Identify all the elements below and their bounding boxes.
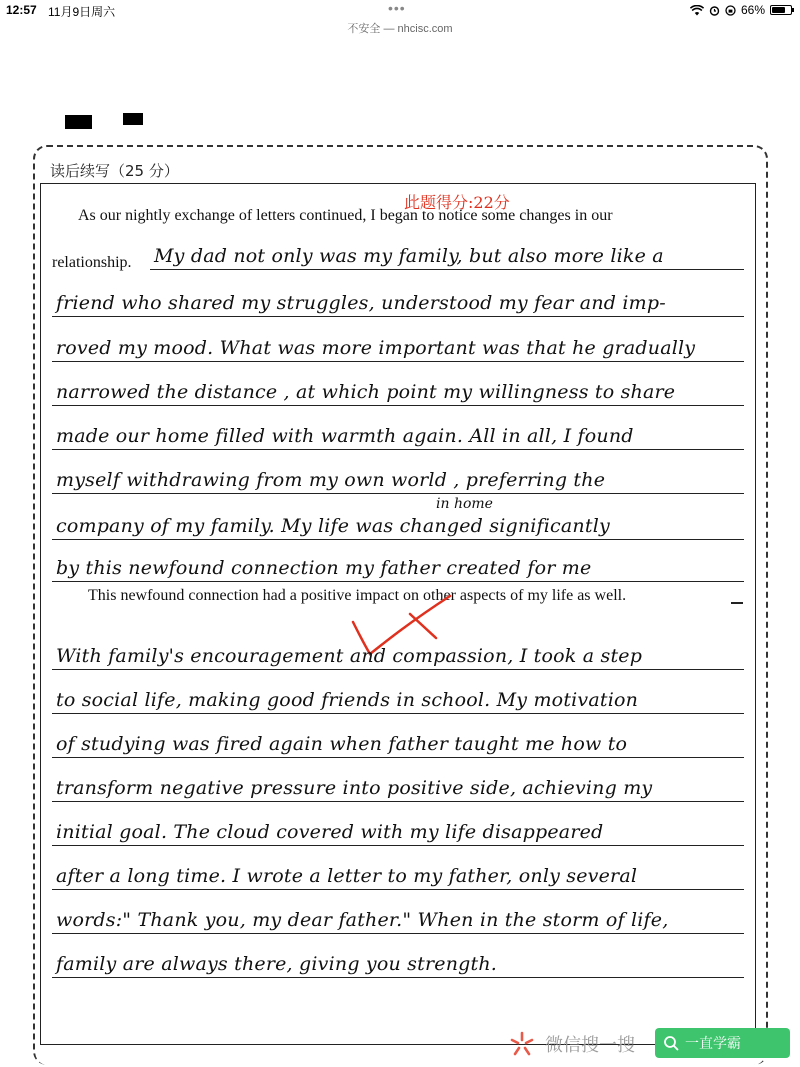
score-label: 此题得分:22分 (404, 193, 510, 212)
status-date: 11月9日周六 (48, 5, 116, 19)
search-pill-text: 一直学霸 (685, 1036, 741, 1052)
writing-line (150, 236, 744, 270)
status-time: 12:57 (6, 3, 37, 17)
handwriting-text: myself withdrawing from my own world , preferring the (56, 469, 606, 491)
handwriting-text: transform negative pressure into positive side, achieving my (56, 777, 653, 799)
writing-line (52, 680, 744, 714)
status-right (690, 3, 792, 17)
writing-line (52, 548, 744, 582)
redaction-block-1 (65, 115, 92, 129)
handwriting-text: by this newfound connection my father created for me (56, 557, 592, 579)
writing-line (52, 856, 744, 890)
insert-note: in home (436, 496, 493, 512)
handwriting-text: initial goal. The cloud covered with my life disappeared (56, 821, 604, 843)
handwriting-text: words:" Thank you, my dear father." When in the storm of life, (56, 909, 669, 931)
handwriting-text: roved my mood. What was more important was that he gradually (56, 337, 696, 359)
prompt-1-start: relationship. (52, 254, 132, 271)
wifi-icon (690, 5, 704, 16)
handwriting-text: of studying was fired again when father taught me how to (56, 733, 628, 755)
search-icon (663, 1035, 679, 1051)
writing-line (52, 416, 744, 450)
handwriting-text: narrowed the distance , at which point my willingness to share (56, 381, 676, 403)
writing-line (52, 812, 744, 846)
handwriting-text: to social life, making good friends in school. My motivation (56, 689, 639, 711)
wechat-search-label: 微信搜一搜 (545, 1035, 635, 1056)
url-bar[interactable]: 不安全 — nhcisc.com (347, 23, 453, 35)
prompt-2: This newfound connection had a positive impact on other aspects of my life as well. (88, 587, 627, 604)
writing-line (52, 724, 744, 758)
handwriting-text: family are always there, giving you strength. (56, 953, 497, 975)
wechat-search-watermark[interactable] (505, 1023, 795, 1063)
search-pill-button[interactable] (655, 1028, 790, 1058)
alarm-icon (709, 5, 720, 16)
redaction-block-2 (123, 113, 143, 125)
handwriting-text: after a long time. I wrote a letter to my father, only several (56, 865, 638, 887)
handwriting-text: My dad not only was my family, but also more like a (154, 245, 664, 267)
more-dots-icon[interactable]: ••• (388, 0, 406, 16)
writing-line (52, 506, 744, 540)
writing-line (52, 328, 744, 362)
handwriting-text: company of my family. My life was changed significantly (56, 515, 610, 537)
trailing-dash (731, 602, 743, 604)
writing-line (52, 900, 744, 934)
writing-line (52, 283, 744, 317)
handwriting-text: made our home filled with warmth again. All in all, I found (56, 425, 634, 447)
writing-line (52, 460, 744, 494)
handwriting-text: friend who shared my struggles, understood my fear and imp- (56, 292, 666, 314)
battery-icon (770, 5, 792, 15)
wechat-search-logo-icon (509, 1031, 535, 1057)
writing-line (52, 944, 744, 978)
writing-line (52, 636, 744, 670)
battery-percent: 66% (740, 3, 765, 17)
writing-line (52, 768, 744, 802)
writing-line (52, 372, 744, 406)
handwriting-text: With family's encouragement and compassion, I took a step (56, 645, 643, 667)
rotation-lock-icon (725, 5, 736, 16)
section-title: 读后续写（25 分） (50, 162, 179, 180)
status-bar (0, 0, 800, 20)
prompt-1-line-1: As our nightly exchange of letters continued, I began to notice some changes in our (78, 207, 613, 224)
